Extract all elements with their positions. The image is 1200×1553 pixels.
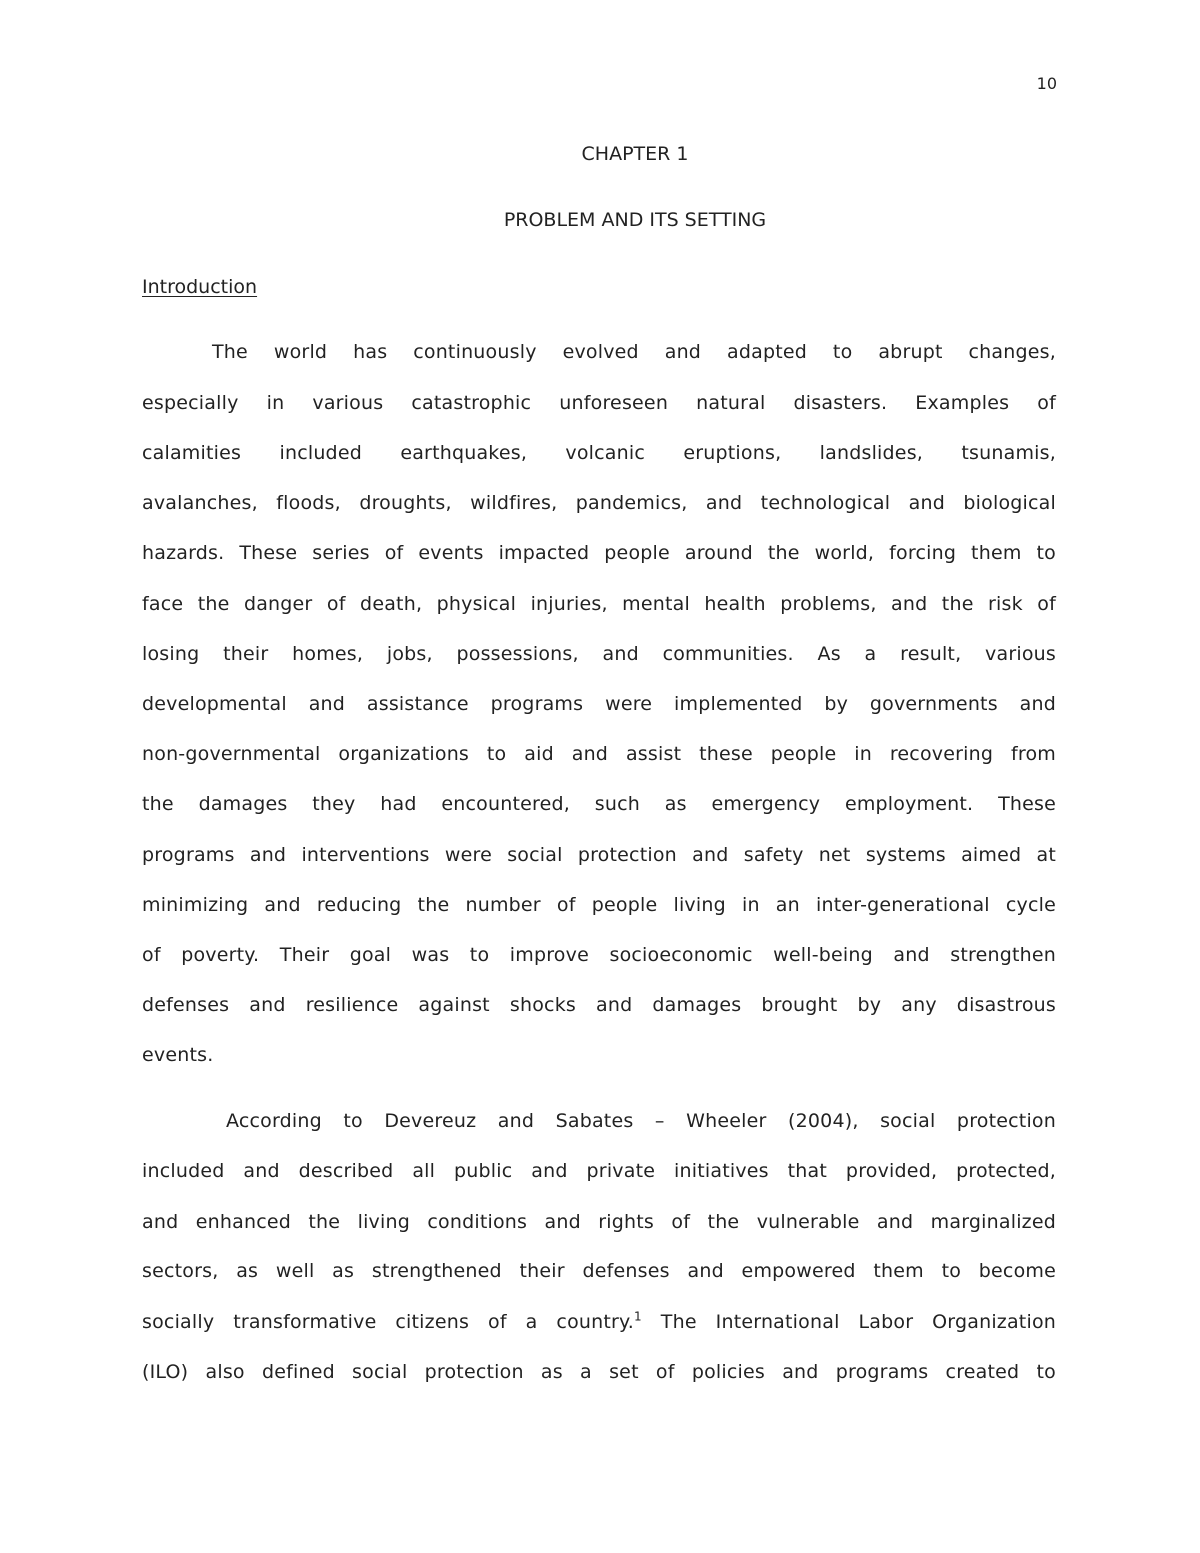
footnote-marker[interactable]: 1	[634, 1309, 642, 1324]
paragraph-line: avalanches, floods, droughts, wildfires, pandemics, and technological and biological	[142, 492, 1056, 514]
paragraph-line: the damages they had encountered, such as emergency employment. These	[142, 793, 1056, 815]
section-heading: Introduction	[142, 276, 258, 298]
paragraph-line: losing their homes, jobs, possessions, and communities. As a result, various	[142, 643, 1056, 665]
paragraph-line: calamities included earthquakes, volcanic eruptions, landslides, tsunamis,	[142, 442, 1056, 464]
paragraph-line: minimizing and reducing the number of people living in an inter-generational cycle	[142, 894, 1056, 916]
line-text: socially transformative citizens of a country.	[142, 1311, 635, 1333]
chapter-title: CHAPTER 1	[581, 143, 689, 165]
paragraph-line: and enhanced the living conditions and rights of the vulnerable and marginalized	[142, 1211, 1056, 1233]
paragraph-line	[142, 1310, 1056, 1334]
chapter-subtitle: PROBLEM AND ITS SETTING	[503, 209, 767, 231]
paragraph-line: of poverty. Their goal was to improve socioeconomic well-being and strengthen	[142, 944, 1056, 966]
paragraph-line: (ILO) also defined social protection as a set of policies and programs created to	[142, 1361, 1056, 1383]
paragraph-line: defenses and resilience against shocks and damages brought by any disastrous	[142, 994, 1056, 1016]
paragraph-line: developmental and assistance programs were implemented by governments and	[142, 693, 1056, 715]
line-text: The International Labor Organization	[641, 1311, 1057, 1333]
paragraph-line: hazards. These series of events impacted people around the world, forcing them to	[142, 542, 1056, 564]
paragraph-line: According to Devereuz and Sabates – Wheeler (2004), social protection	[226, 1110, 1056, 1132]
paragraph-line: sectors, as well as strengthened their defenses and empowered them to become	[142, 1260, 1056, 1282]
paragraph-line: especially in various catastrophic unforeseen natural disasters. Examples of	[142, 392, 1056, 414]
paragraph-line: non-governmental organizations to aid and assist these people in recovering from	[142, 743, 1056, 765]
paragraph-line: The world has continuously evolved and adapted to abrupt changes,	[212, 341, 1056, 363]
paragraph-line: included and described all public and private initiatives that provided, protected,	[142, 1160, 1056, 1182]
paragraph-line: events.	[142, 1044, 214, 1066]
paragraph-line: programs and interventions were social protection and safety net systems aimed at	[142, 844, 1056, 866]
page-number: 10	[1036, 74, 1057, 93]
paragraph-line: face the danger of death, physical injuries, mental health problems, and the risk of	[142, 593, 1056, 615]
